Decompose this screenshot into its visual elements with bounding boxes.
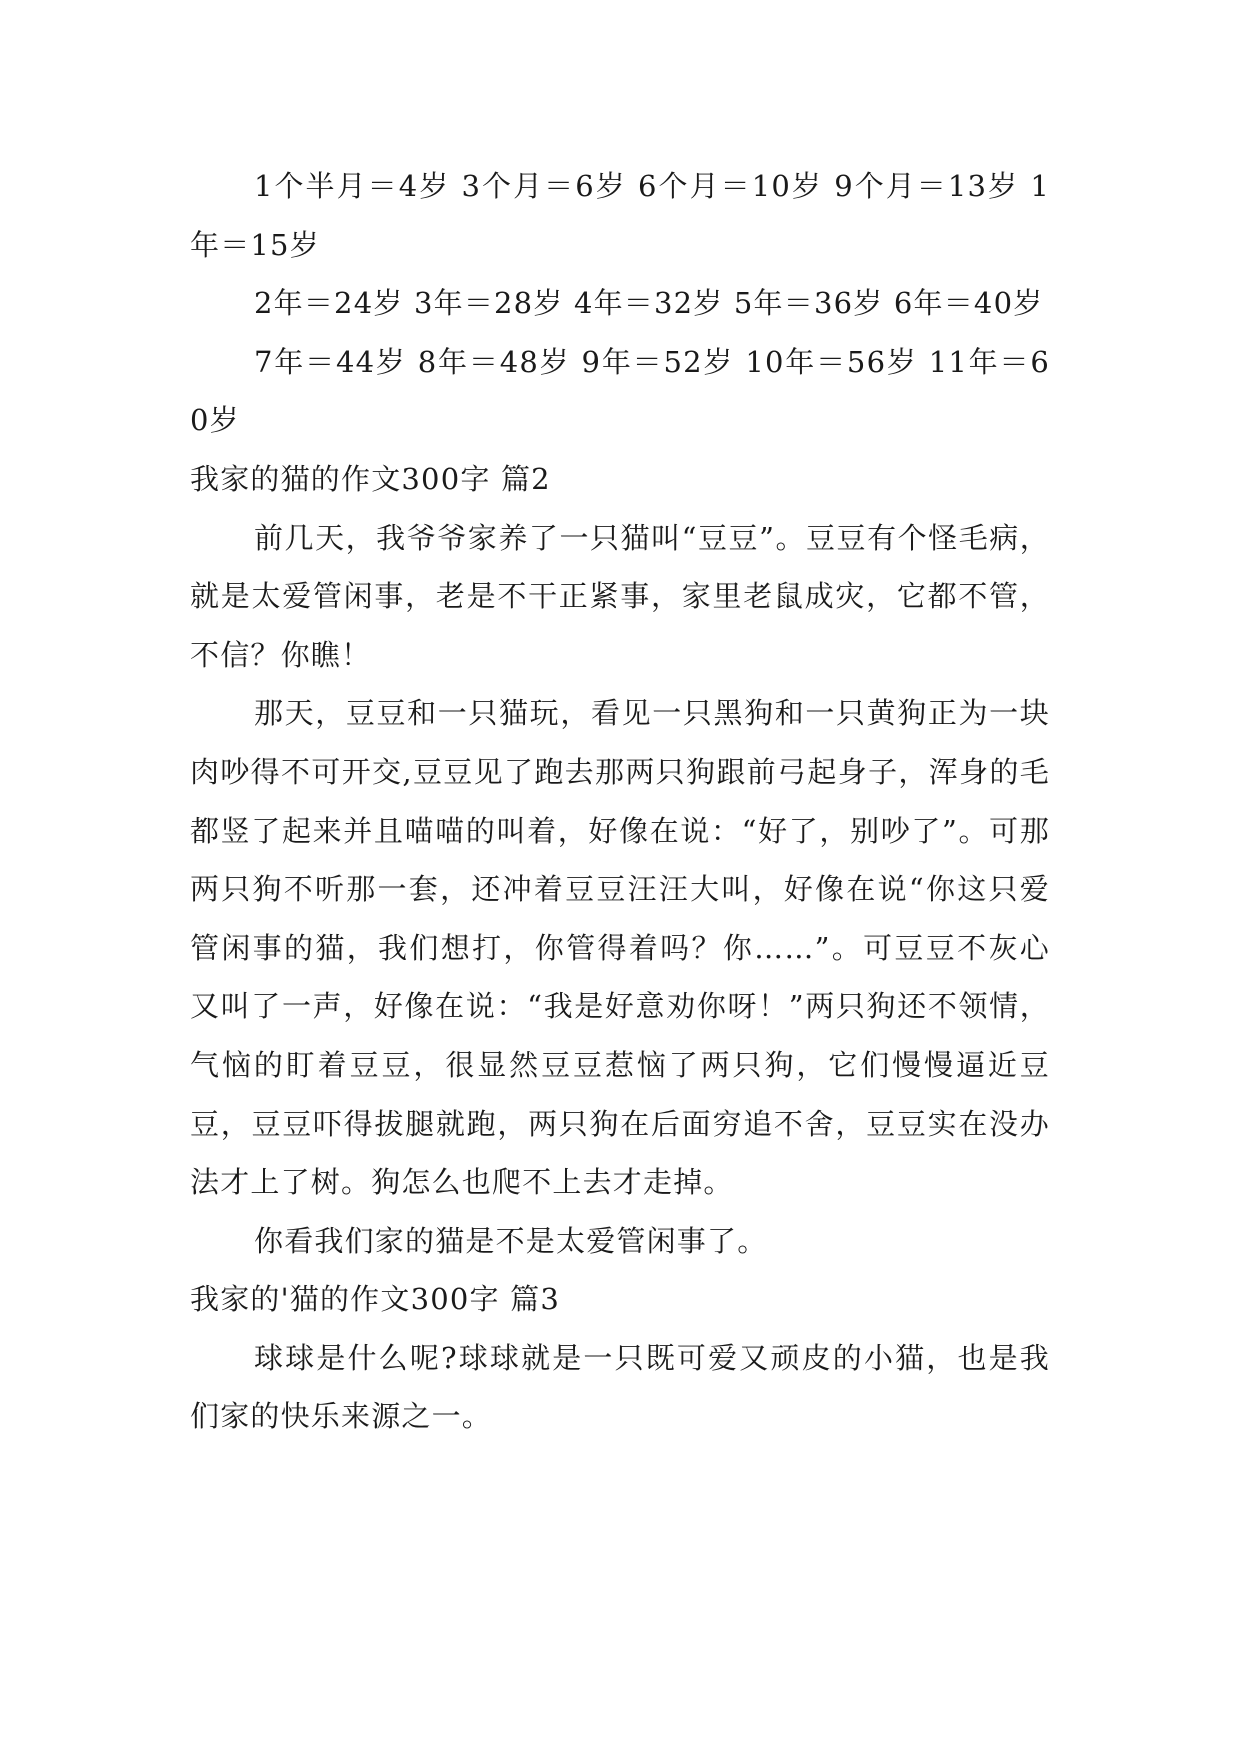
age-table-line-1: 1个半月＝4岁 3个月＝6岁 6个月＝10岁 9个月＝13岁 1年＝15岁 xyxy=(190,169,1050,262)
section-heading-3: 我家的'猫的作文300字 篇3 xyxy=(190,1282,560,1317)
paragraph-2-2: 那天，豆豆和一只猫玩，看见一只黑狗和一只黄狗正为一块肉吵得不可开交,豆豆见了跑去那两只狗跟前弓起身子，浑身的毛都竖了起来并且喵喵的叫着，好像在说：“好了，别吵了”。可那两只狗不听那一套，还冲着豆豆汪汪大叫，好像在说“你这只爱管闲事的猫，我们想打，你管得着吗？你……”。可豆豆不灰心又叫了一声，好像在说：“我是好意劝你呀！”两只狗还不领情，气恼的盯着豆豆，很显然豆豆惹恼了两只狗，它们慢慢逼近豆豆，豆豆吓得拔腿就跑，两只狗在后面穷追不舍，豆豆实在没办法才上了树。狗怎么也爬不上去才走掉。 xyxy=(190,696,1050,1200)
age-table-line-3: 7年＝44岁 8年＝48岁 9年＝52岁 10年＝56岁 11年＝60岁 xyxy=(190,344,1050,438)
document-body xyxy=(190,157,1050,1446)
paragraph-2-1: 前几天，我爷爷家养了一只猫叫“豆豆”。豆豆有个怪毛病，就是太爱管闲事，老是不干正紧事，家里老鼠成灾，它都不管，不信？你瞧！ xyxy=(190,520,1050,672)
paragraph-2-3: 你看我们家的猫是不是太爱管闲事了。 xyxy=(254,1223,768,1258)
section-heading-2: 我家的猫的作文300字 篇2 xyxy=(190,461,551,496)
age-table-line-2: 2年＝24岁 3年＝28岁 4年＝32岁 5年＝36岁 6年＝40岁 xyxy=(254,286,1044,321)
paragraph-3-1: 球球是什么呢?球球就是一只既可爱又顽皮的小猫，也是我们家的快乐来源之一。 xyxy=(190,1340,1050,1434)
